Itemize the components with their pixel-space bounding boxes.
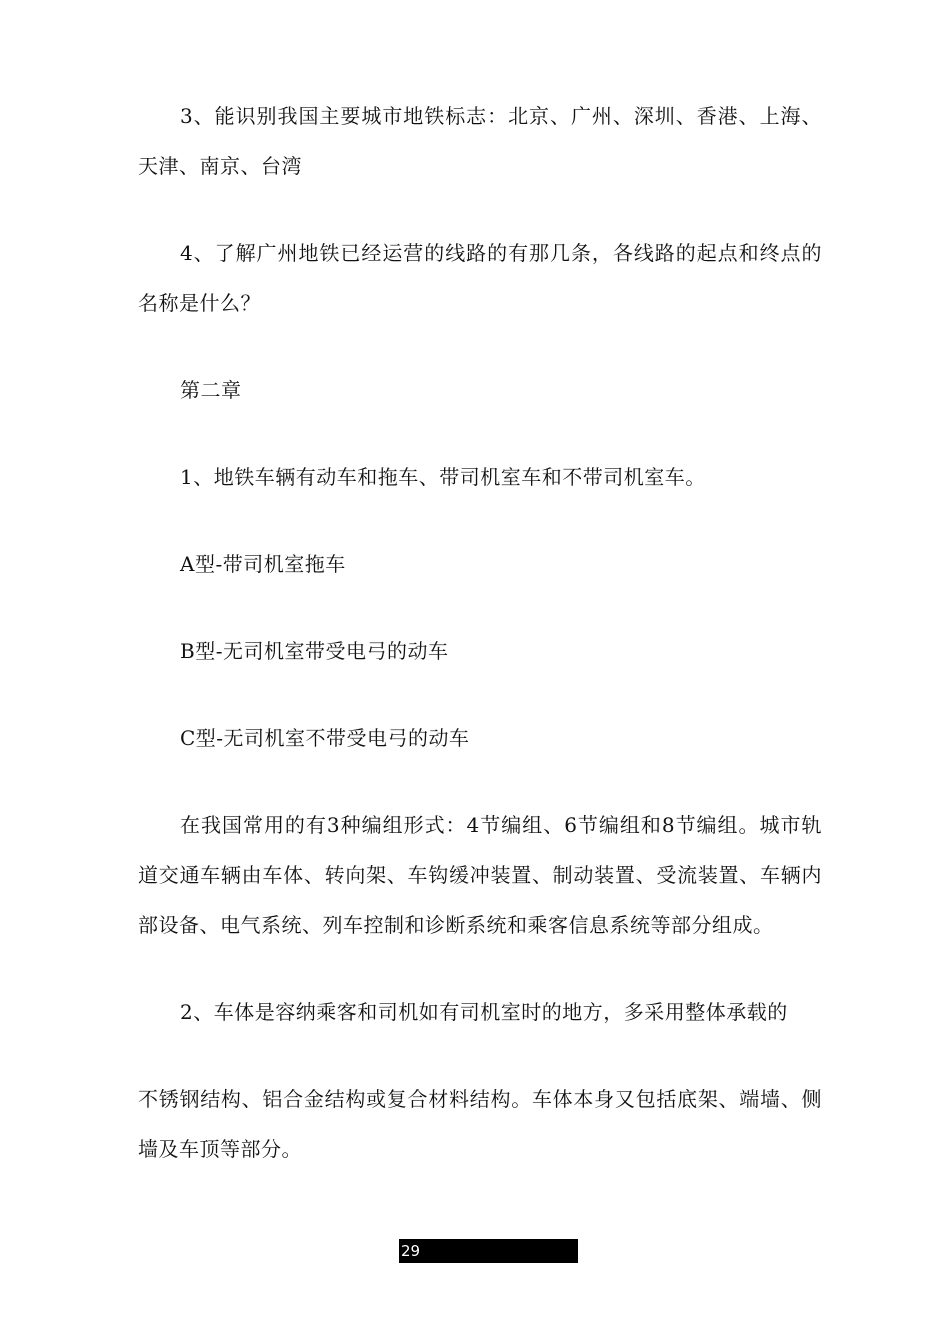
paragraph-car-body-materials: 不锈钢结构、铝合金结构或复合材料结构。车体本身又包括底架、端墙、侧墙及车顶等部分。 bbox=[138, 1087, 822, 1161]
page-number: 29 bbox=[399, 1239, 578, 1263]
paragraph-type-b: B型-无司机室带受电弓的动车 bbox=[180, 639, 449, 663]
paragraph-vehicle-types: 1、地铁车辆有动车和拖车、带司机室车和不带司机室车。 bbox=[180, 465, 706, 489]
paragraph-type-a: A型-带司机室拖车 bbox=[180, 552, 346, 576]
paragraph-type-c: C型-无司机室不带受电弓的动车 bbox=[180, 726, 470, 750]
chapter-heading: 第二章 bbox=[180, 378, 242, 402]
paragraph-formation: 在我国常用的有3种编组形式：4节编组、6节编组和8节编组。城市轨道交通车辆由车体、转向架、车钩缓冲装置、制动装置、受流装置、车辆内部设备、电气系统、列车控制和诊断系统和乘客信息系统等部分组成。 bbox=[138, 813, 822, 937]
paragraph-city-metro-logos: 3、能识别我国主要城市地铁标志：北京、广州、深圳、香港、上海、天津、南京、台湾 bbox=[138, 104, 822, 178]
paragraph-car-body: 2、车体是容纳乘客和司机如有司机室时的地方，多采用整体承载的 bbox=[180, 1000, 788, 1024]
paragraph-guangzhou-lines: 4、了解广州地铁已经运营的线路的有那几条，各线路的起点和终点的名称是什么？ bbox=[138, 241, 822, 315]
